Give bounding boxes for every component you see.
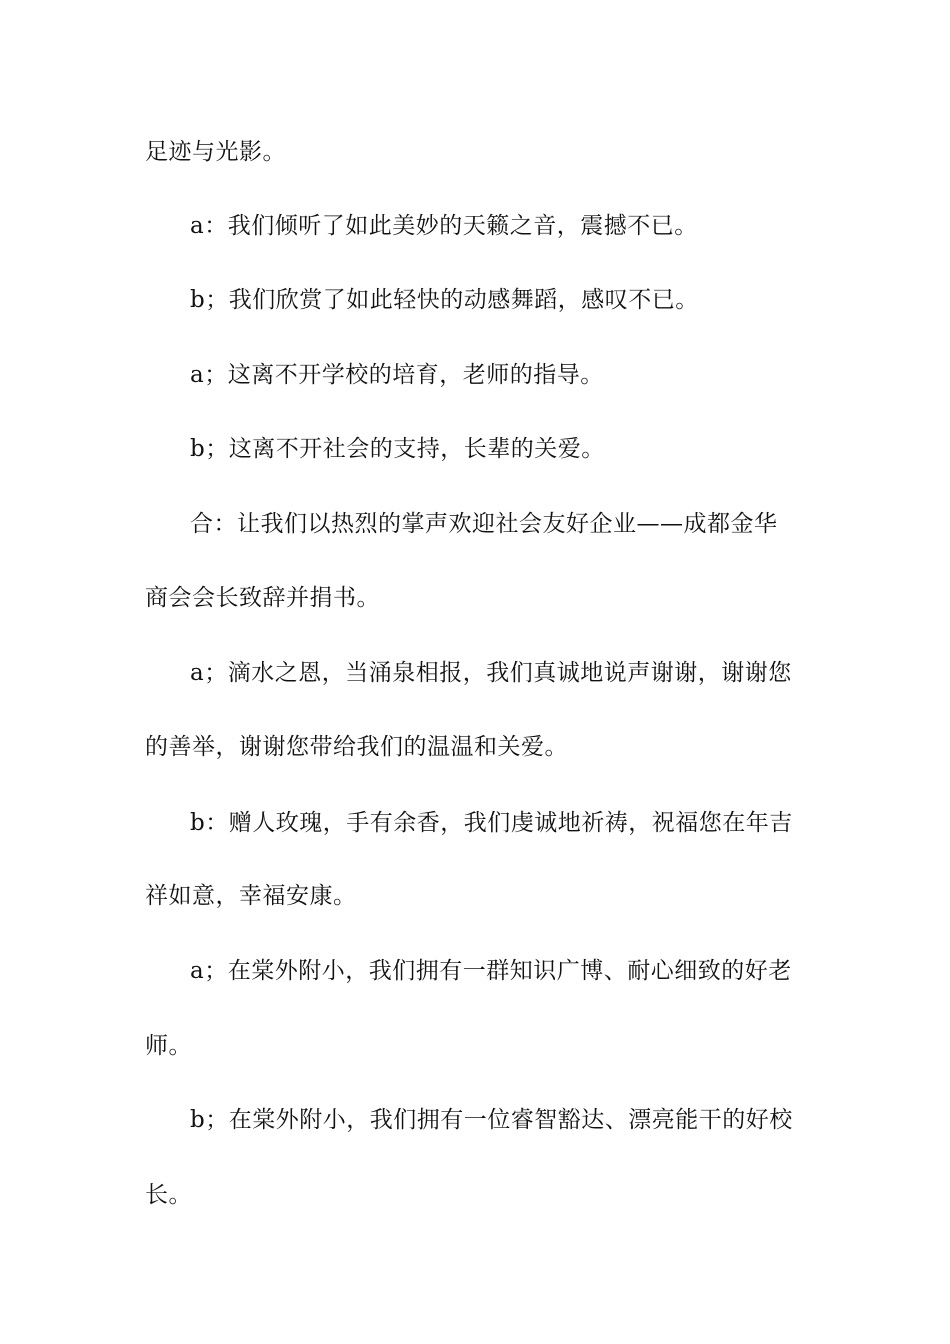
text-line: a：我们倾听了如此美妙的天籁之音，震撼不已。 bbox=[190, 213, 698, 239]
text-line: b：赠人玫瑰，手有余香，我们虔诚地祈祷，祝福您在年吉 bbox=[190, 810, 793, 836]
text-line: 师。 bbox=[145, 1033, 192, 1059]
text-line: b；我们欣赏了如此轻快的动感舞蹈，感叹不已。 bbox=[190, 287, 699, 313]
text-line: b；在棠外附小，我们拥有一位睿智豁达、漂亮能干的好校 bbox=[190, 1107, 793, 1133]
text-line: 商会会长致辞并捐书。 bbox=[145, 585, 380, 611]
text-line: b；这离不开社会的支持，长辈的关爱。 bbox=[190, 436, 605, 462]
text-line: 长。 bbox=[145, 1182, 192, 1208]
text-line: 足迹与光影。 bbox=[145, 139, 286, 165]
text-line: 的善举，谢谢您带给我们的温温和关爱。 bbox=[145, 734, 568, 760]
text-line: 合：让我们以热烈的掌声欢迎社会友好企业——成都金华 bbox=[190, 511, 778, 537]
text-line: a；在棠外附小，我们拥有一群知识广博、耐心细致的好老 bbox=[190, 958, 792, 984]
text-line: a；滴水之恩，当涌泉相报，我们真诚地说声谢谢，谢谢您 bbox=[190, 660, 792, 686]
text-line: a；这离不开学校的培育，老师的指导。 bbox=[190, 362, 604, 388]
text-line: 祥如意，幸福安康。 bbox=[145, 883, 357, 909]
